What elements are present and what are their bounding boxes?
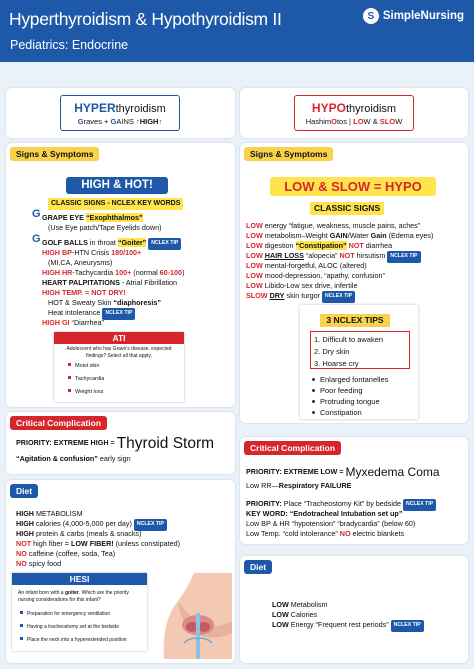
nclex-tip-badge: NCLEX TIP [403, 499, 436, 511]
hyper-diet-line: NO spicy food [16, 559, 62, 568]
hypo-priority: PRIORITY: EXTREME LOW = Myxedema Coma [246, 465, 440, 479]
hyper-g2-letter: G [32, 233, 41, 245]
hyper-sub-graves: raves [83, 117, 105, 126]
nclex-tips-list [310, 331, 410, 369]
nclex-tip-badge: NCLEX TIP [387, 251, 420, 263]
hypo-banner: LOW & SLOW = HYPO [270, 177, 436, 196]
page-title: Hyperthyroidism & Hypothyroidism II [9, 9, 282, 29]
ati-question: Adolescent who has Grave's disease, expected findings? Select all that apply. [66, 346, 172, 359]
hyper-palpitations: HEART PALPITATIONS - Atrial Fibrillation [42, 278, 177, 287]
hypo-sub-sl: SL [379, 117, 390, 126]
hyper-sub-g1: G [77, 117, 84, 126]
nclex-bullet: Enlarged fontanelles [312, 375, 388, 385]
hyper-high-gi: HIGH GI “Diarrhea” [42, 318, 104, 327]
hyper-complication-tag: Critical Complication [10, 416, 107, 430]
hyper-high-hr: HIGH HR-Tachycardia 100+ (normal 60-100) [42, 268, 185, 277]
ati-option[interactable]: Moist skin [68, 362, 99, 372]
brand-name: SimpleNursing [382, 10, 464, 22]
hyper-heat-intolerance: Heat intolerance NCLEX TIP [48, 308, 135, 320]
nclex-bullet: Protruding tongue [312, 397, 380, 407]
hypo-signs-tag: Signs & Symptoms [244, 147, 333, 161]
hypo-key-word: KEY WORD: “Endotracheal Intubation set up” [246, 509, 403, 518]
hypo-title-card [240, 88, 468, 138]
simplenursing-logo-icon: S [363, 8, 379, 24]
hesi-box [12, 573, 147, 651]
hyper-diet-card [6, 480, 235, 663]
hyper-diet-line: HIGH calories (4,000-5,000 per day) NCLEX TIP [16, 519, 167, 531]
ati-box [54, 332, 184, 402]
hyper-sub-high: HIGH [139, 117, 159, 126]
hyper-golf-balls: GOLF BALLS in throat “Goiter” NCLEX TIP [42, 238, 181, 250]
nclex-tip-item: 2. Dry skin [314, 347, 350, 356]
nclex-bullet: Constipation [312, 408, 362, 418]
hyper-sweaty-skin: HOT & Sweaty Skin “diaphoresis” [48, 298, 161, 307]
hypo-sign-line: LOW HAIR LOSS “alopecia” NOT hirsutism NCLEX TIP [246, 251, 421, 263]
hypo-sign-line: LOW mood-depression, “apathy, confusion” [246, 271, 385, 280]
hyper-title-main: HYPER [74, 101, 116, 115]
page-subtitle: Pediatrics: Endocrine [10, 38, 129, 52]
brand-logo [363, 8, 464, 24]
hyper-title-suffix: thyroidism [115, 103, 166, 115]
hyper-complication-card [6, 412, 235, 474]
ati-tag: ATI [54, 332, 184, 344]
hypo-sub-tos: tos | [336, 117, 354, 126]
hyper-grape-eye: GRAPE EYE “Exophthalmos” [42, 213, 143, 222]
hyper-sub-plus: + [104, 117, 111, 126]
hyper-high-temp: HIGH TEMP. = NOT DRY! [42, 288, 126, 297]
nclex-tips-title: 3 NCLEX TIPS [320, 314, 390, 327]
hypo-complication-tag: Critical Complication [244, 441, 341, 455]
nclex-tip-badge: NCLEX TIP [391, 620, 424, 632]
hyper-sub-arrow1: ↑ [133, 117, 140, 126]
hyper-diet-line: HIGH protein & carbs (meals & snacks) [16, 529, 142, 538]
hyper-priority: PRIORITY: EXTREME HIGH = Thyroid Storm [16, 435, 215, 452]
nclex-tip-badge: NCLEX TIP [148, 238, 181, 250]
hyper-sub-g2: G [110, 117, 117, 126]
hyper-signs-card [6, 143, 235, 407]
ati-option[interactable]: Weight loss [68, 388, 103, 398]
hypo-sub-w2: W [395, 117, 403, 126]
page-header [0, 0, 474, 62]
hypo-complication-card [240, 437, 468, 544]
hypo-sub-hashim: Hashim [305, 117, 332, 126]
hyper-title-box [60, 95, 180, 131]
hesi-option[interactable]: Preparation for emergency ventilation [20, 610, 110, 620]
hypo-sign-line: LOW metabolism–Weight GAIN/Water Gain (Edema eyes) [246, 231, 434, 240]
hyper-bp-note: (MI,CA, Aneurysms) [48, 258, 113, 267]
hypo-title-box [294, 95, 414, 131]
hypo-low-rr: Low RR—Respiratory FAILURE [246, 481, 352, 490]
ati-option[interactable]: Tachycardia [68, 375, 104, 385]
hypo-sign-line: LOW mental-forgetful, ALOC (altered) [246, 261, 367, 270]
nclex-tip-item: 1. Difficult to awaken [314, 335, 384, 344]
hyper-diet-tag: Diet [10, 484, 38, 498]
hypo-sub-l: L [353, 117, 358, 126]
hyper-signs-tag: Signs & Symptoms [10, 147, 99, 161]
hyper-sub-gains: AINS [116, 117, 134, 126]
nclex-tip-badge: NCLEX TIP [322, 291, 355, 303]
hypo-diet-card [240, 556, 468, 663]
hyper-title-card [6, 88, 235, 138]
hyper-diet-line: HIGH METABOLISM [16, 509, 83, 518]
hesi-option[interactable]: Place the neck into a hyperextended position [20, 636, 127, 646]
hyper-grape-note: (Use Eye patch/Tape Eyelids down) [48, 223, 162, 232]
hypo-title-main: HYPO [311, 101, 346, 115]
nclex-tip-item: 3. Hoarse cry [314, 359, 359, 368]
hyper-high-bp: HIGH BP-HTN Crisis 180/100+ [42, 248, 142, 257]
hyper-sub-arrow2: ↑ [158, 117, 163, 126]
hypo-diet-line: LOW Metabolism [272, 600, 328, 609]
hesi-option[interactable]: Having a tracheostomy set at the bedside [20, 623, 119, 633]
hesi-tag: HESI [12, 573, 147, 585]
hypo-sub-o2: O [357, 117, 364, 126]
hypo-sub-o: O [331, 117, 337, 126]
hypo-signs-card [240, 143, 468, 423]
hypo-sign-line: SLOW DRY skin turgor NCLEX TIP [246, 291, 355, 303]
hyper-classic-label: CLASSIC SIGNS - NCLEX KEY WORDS [48, 198, 183, 210]
hyper-agitation: “Agitation & confusion” early sign [16, 454, 131, 463]
hypo-low-temp: Low Temp. “cold intolerance” NO electric blankets [246, 529, 405, 538]
hyper-banner: HIGH & HOT! [66, 177, 168, 194]
hypo-title-suffix: thyroidism [345, 103, 397, 115]
hypo-sign-line: LOW digestion “Constipation” NOT diarrhea [246, 241, 393, 250]
hypo-sign-line: LOW energy “fatigue, weakness, muscle pains, aches” [246, 221, 421, 230]
nclex-tip-badge: NCLEX TIP [134, 519, 167, 531]
hypo-sub-w: W & [363, 117, 380, 126]
hypo-sub-o3: O [389, 117, 396, 126]
hypo-priority-trach: PRIORITY: Place “Tracheostomy Kit” by bedside NCLEX TIP [246, 499, 436, 511]
hypo-diet-tag: Diet [244, 560, 272, 574]
hypo-diet-line: LOW Energy “Frequent rest periods” NCLEX TIP [272, 620, 424, 632]
nclex-tip-badge: NCLEX TIP [102, 308, 135, 320]
hypo-diet-line: LOW Calories [272, 610, 318, 619]
hypo-low-bp: Low BP & HR “hypotension” “bradycardia” (below 60) [246, 519, 416, 528]
hyper-diet-line: NO caffeine (coffee, soda, Tea) [16, 549, 116, 558]
throat-goiter-illustration [154, 573, 232, 659]
hyper-diet-line: NOT high fiber = LOW FIBER! (unless constipated) [16, 539, 180, 548]
nclex-bullet: Poor feeding [312, 386, 363, 396]
hypo-classic-label: CLASSIC SIGNS [310, 202, 384, 215]
hyper-g1-letter: G [32, 208, 41, 220]
hesi-question: An infant born with a goiter. Which are the priority nursing considerations for this infant? [18, 590, 129, 603]
hypo-sign-line: LOW Libido-Low sex drive, infertile [246, 281, 358, 290]
nclex-tips-panel [300, 305, 418, 419]
